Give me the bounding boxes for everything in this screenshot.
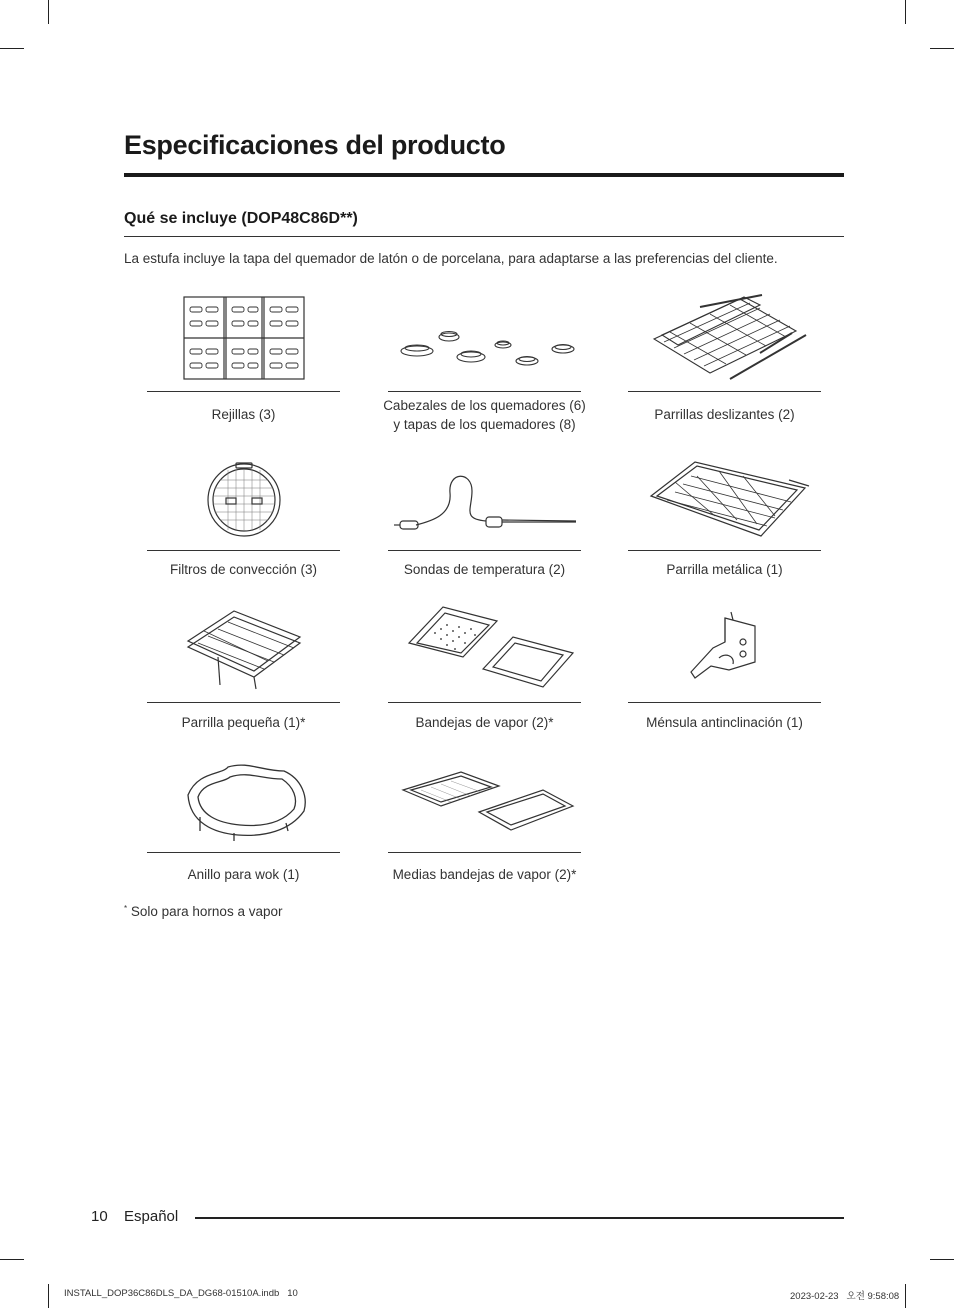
item-rule	[388, 702, 581, 703]
item-rule	[147, 550, 340, 551]
crop-mark	[48, 1284, 49, 1308]
convection-filter-icon	[147, 452, 340, 544]
subtitle-rule	[124, 236, 844, 237]
crop-mark	[48, 0, 49, 24]
title-rule	[124, 173, 844, 177]
item-label: Bandejas de vapor (2)*	[415, 715, 554, 730]
footer-rule	[195, 1217, 844, 1219]
item-label: Anillo para wok (1)	[187, 867, 300, 882]
temperature-probe-icon	[388, 452, 581, 544]
item-label: Parrilla pequeña (1)*	[181, 715, 306, 730]
page-language: Español	[124, 1208, 179, 1225]
item-rule	[147, 702, 340, 703]
anti-tip-bracket-icon	[628, 602, 821, 694]
half-steam-trays-icon	[388, 754, 581, 846]
item-rule	[628, 550, 821, 551]
small-rack-icon	[147, 602, 340, 694]
steam-trays-icon	[388, 602, 581, 694]
footnote-text: Solo para hornos a vapor	[127, 904, 283, 919]
footnote	[124, 904, 282, 919]
crop-mark	[930, 48, 954, 49]
item-rule	[628, 702, 821, 703]
sliding-racks-icon	[628, 292, 821, 384]
crop-mark	[0, 48, 24, 49]
print-slug-date: 2023-02-23 오전 9:58:08	[790, 1291, 900, 1302]
item-label: Sondas de temperatura (2)	[403, 562, 566, 577]
page-title: Especificaciones del producto	[124, 130, 506, 160]
item-label: Parrillas deslizantes (2)	[654, 407, 795, 422]
item-label-line: y tapas de los quemadores (8)	[393, 417, 576, 432]
item-label: Rejillas (3)	[211, 407, 276, 422]
item-rule	[388, 550, 581, 551]
burner-heads-icon	[388, 292, 581, 384]
page-number: 10	[91, 1208, 108, 1225]
print-slug-file: INSTALL_DOP36C86DLS_DA_DG68-01510A.indb 10	[64, 1288, 298, 1299]
crop-mark	[0, 1259, 24, 1260]
wok-ring-icon	[147, 754, 340, 846]
grates-icon	[147, 292, 340, 384]
item-rule	[388, 852, 581, 853]
intro-text: La estufa incluye la tapa del quemador de latón o de porcelana, para adaptarse a las preferencias del cliente.	[124, 251, 778, 266]
item-label: Medias bandejas de vapor (2)*	[392, 867, 577, 882]
crop-mark	[905, 1284, 906, 1308]
item-rule	[628, 391, 821, 392]
crop-mark	[930, 1259, 954, 1260]
item-rule	[388, 391, 581, 392]
item-rule	[147, 391, 340, 392]
footnote-mark: *	[124, 904, 128, 913]
crop-mark	[905, 0, 906, 24]
item-rule	[147, 852, 340, 853]
item-label: Filtros de convección (3)	[169, 562, 318, 577]
item-label-line: Cabezales de los quemadores (6)	[383, 398, 586, 413]
item-label: Parrilla metálica (1)	[666, 562, 783, 577]
item-label: Ménsula antinclinación (1)	[646, 715, 803, 730]
wire-rack-icon	[628, 452, 821, 544]
section-subtitle: Qué se incluye (DOP48C86D**)	[124, 210, 358, 227]
item-label	[373, 396, 596, 434]
